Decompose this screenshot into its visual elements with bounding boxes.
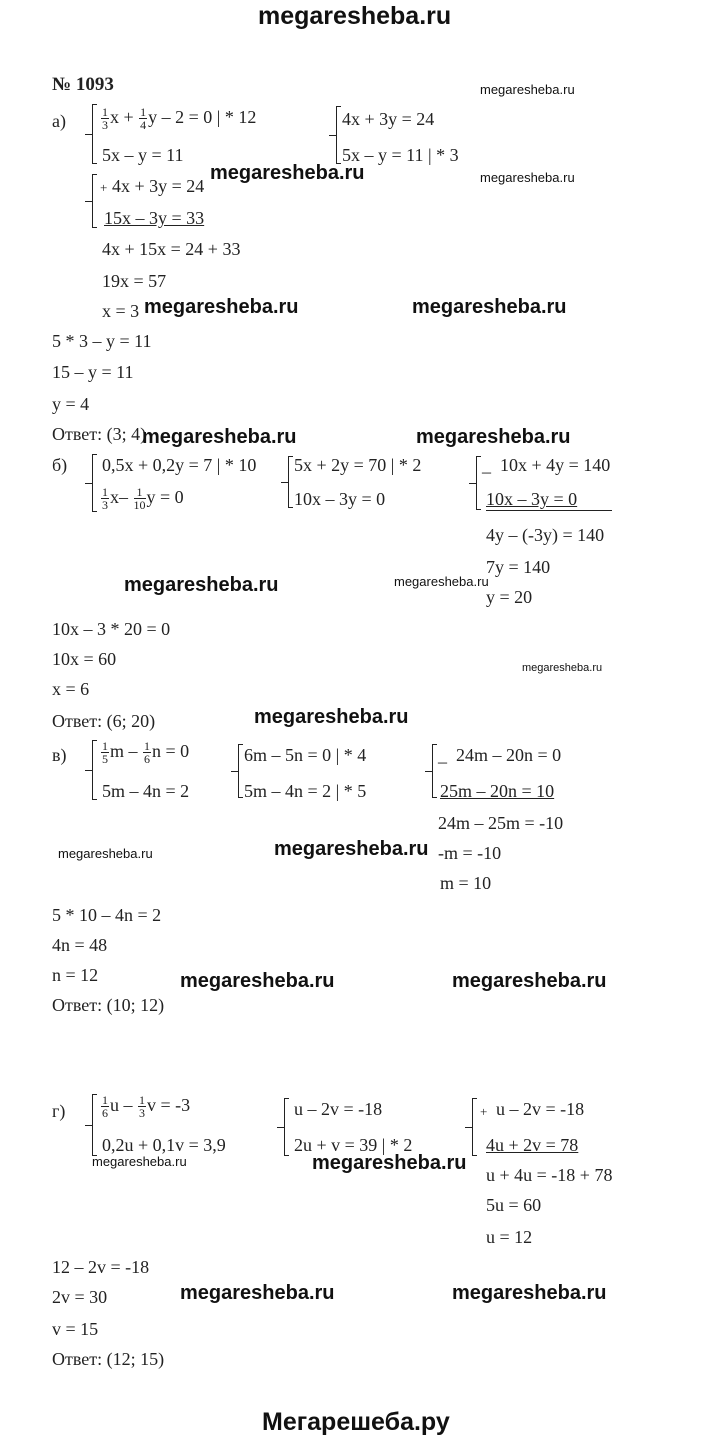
part-b-sys3-eq2: 10x – 3y = 0 xyxy=(486,489,578,509)
fraction: $\frac{1}{5}$ xyxy=(102,739,108,767)
part-v-step-5: 4n = 48 xyxy=(52,935,108,955)
part-v-sys1-eq1: $\frac{1}{5}$ m – $\frac{1}{6}$ n = 0 xyxy=(102,739,190,767)
watermark: megaresheba.ru xyxy=(394,574,489,589)
part-a-brace-1 xyxy=(92,104,93,164)
part-b-step-3: y = 20 xyxy=(486,587,533,607)
part-a-sys2-eq1: 4x + 3y = 24 xyxy=(342,109,435,129)
part-g-answer: Ответ: (12; 15) xyxy=(52,1349,165,1369)
part-g-sys1-eq2: 0,2u + 0,1v = 3,9 xyxy=(102,1135,226,1155)
part-v-sys3-eq1: 24m – 20n = 0 xyxy=(456,745,562,765)
fraction: $\frac{1}{3}$ xyxy=(102,105,108,133)
part-g-step-3: u = 12 xyxy=(486,1227,533,1247)
part-a-sys3-eq1: 4x + 3y = 24 xyxy=(112,176,205,196)
watermark: megaresheba.ru xyxy=(312,1152,467,1174)
part-g-sys3-eq2: 4u + 2v = 78 xyxy=(486,1135,579,1155)
watermark: megaresheba.ru xyxy=(254,706,409,728)
watermark: megaresheba.ru xyxy=(58,846,153,861)
part-a-step-2: 19x = 57 xyxy=(102,271,167,291)
watermark: megaresheba.ru xyxy=(480,170,575,185)
watermark: megaresheba.ru xyxy=(412,296,567,318)
part-a-brace-2 xyxy=(336,106,337,164)
part-a-step-6: y = 4 xyxy=(52,394,90,414)
part-b-sys1-eq1: 0,5x + 0,2y = 7 | * 10 xyxy=(102,455,257,475)
part-g-step-5: 2v = 30 xyxy=(52,1287,108,1307)
part-v-brace-3 xyxy=(432,744,433,798)
part-v-label: в) xyxy=(52,745,67,765)
part-b-label: б) xyxy=(52,455,68,475)
part-a-step-1: 4x + 15x = 24 + 33 xyxy=(102,239,241,259)
footer-site-name: Мегарешеба.ру xyxy=(262,1408,450,1436)
part-g-step-2: 5u = 60 xyxy=(486,1195,542,1215)
part-b-sys2-eq1: 5x + 2y = 70 | * 2 xyxy=(294,455,422,475)
part-b-underline xyxy=(486,510,612,511)
part-g-step-6: v = 15 xyxy=(52,1319,99,1339)
watermark: megaresheba.ru xyxy=(124,574,279,596)
part-a-step-4: 5 * 3 – y = 11 xyxy=(52,331,152,351)
watermark: megaresheba.ru xyxy=(210,162,365,184)
part-g-sys2-eq1: u – 2v = -18 xyxy=(294,1099,383,1119)
part-v-step-2: -m = -10 xyxy=(438,843,502,863)
fraction: $\frac{1}{3}$ xyxy=(139,1093,145,1121)
part-a-sys3-eq2: 15x – 3y = 33 xyxy=(104,208,205,228)
fraction: $\frac{1}{4}$ xyxy=(140,105,147,133)
part-v-step-1: 24m – 25m = -10 xyxy=(438,813,564,833)
part-b-sys2-eq2: 10x – 3y = 0 xyxy=(294,489,386,509)
part-b-brace-3 xyxy=(476,456,477,510)
part-b-answer: Ответ: (6; 20) xyxy=(52,711,156,731)
header-site-name: megaresheba.ru xyxy=(258,2,452,30)
part-v-step-6: n = 12 xyxy=(52,965,99,985)
part-b-step-5: 10x = 60 xyxy=(52,649,117,669)
part-a-step-3: x = 3 xyxy=(102,301,140,321)
part-b-step-6: x = 6 xyxy=(52,679,90,699)
part-v-step-3: m = 10 xyxy=(440,873,492,893)
watermark: megaresheba.ru xyxy=(274,838,429,860)
part-a-step-5: 15 – y = 11 xyxy=(52,362,134,382)
watermark: megaresheba.ru xyxy=(416,426,571,448)
watermark: megaresheba.ru xyxy=(142,426,297,448)
part-a-sys2-eq2: 5x – y = 11 | * 3 xyxy=(342,145,459,165)
watermark: megaresheba.ru xyxy=(144,296,299,318)
part-v-sys3-eq2: 25m – 20n = 10 xyxy=(440,781,555,801)
fraction: $\frac{1}{6}$ xyxy=(102,1093,108,1121)
part-a-label: а) xyxy=(52,111,66,131)
watermark: megaresheba.ru xyxy=(180,970,335,992)
part-g-sys2-eq2: 2u + v = 39 | * 2 xyxy=(294,1135,413,1155)
part-g-label: г) xyxy=(52,1101,66,1121)
part-v-sys2-eq1: 6m – 5n = 0 | * 4 xyxy=(244,745,367,765)
part-g-operator: + xyxy=(480,1104,488,1119)
fraction: $\frac{1}{10}$ xyxy=(133,485,146,513)
part-v-brace-1 xyxy=(92,740,93,800)
part-g-sys1-eq1: $\frac{1}{6}$ u – $\frac{1}{3}$ v = -3 xyxy=(102,1093,191,1121)
part-v-answer: Ответ: (10; 12) xyxy=(52,995,165,1015)
part-a-sys1-eq1: $\frac{1}{3}$ x + $\frac{1}{4}$ y – 2 = 0 | * 12 xyxy=(102,105,257,133)
watermark: megaresheba.ru xyxy=(452,1282,607,1304)
part-b-operator: _ xyxy=(482,455,491,475)
part-g-step-1: u + 4u = -18 + 78 xyxy=(486,1165,613,1185)
part-g-step-4: 12 – 2v = -18 xyxy=(52,1257,150,1277)
part-b-brace-2 xyxy=(288,456,289,508)
watermark: megaresheba.ru xyxy=(452,970,607,992)
part-b-step-4: 10x – 3 * 20 = 0 xyxy=(52,619,171,639)
part-b-sys1-eq2: $\frac{1}{3}$ x– $\frac{1}{10}$ y = 0 xyxy=(102,485,184,513)
fraction: $\frac{1}{6}$ xyxy=(144,739,151,767)
part-v-operator: _ xyxy=(438,745,447,765)
fraction: $\frac{1}{3}$ xyxy=(102,485,108,513)
part-a-answer: Ответ: (3; 4) xyxy=(52,424,147,444)
part-a-sys1-eq2: 5x – y = 11 xyxy=(102,145,184,165)
part-b-brace-1 xyxy=(92,454,93,512)
part-v-brace-2 xyxy=(238,744,239,798)
part-g-brace-2 xyxy=(284,1098,285,1156)
part-b-step-1: 4y – (-3y) = 140 xyxy=(486,525,605,545)
part-b-step-2: 7y = 140 xyxy=(486,557,551,577)
part-g-sys3-eq1: u – 2v = -18 xyxy=(496,1099,585,1119)
part-v-sys1-eq2: 5m – 4n = 2 xyxy=(102,781,190,801)
part-v-sys2-eq2: 5m – 4n = 2 | * 5 xyxy=(244,781,367,801)
part-a-brace-3 xyxy=(92,174,93,228)
problem-number: № 1093 xyxy=(52,74,114,95)
part-b-sys3-eq1: 10x + 4y = 140 xyxy=(500,455,611,475)
part-g-brace-3 xyxy=(472,1098,473,1156)
part-g-brace-1 xyxy=(92,1094,93,1156)
watermark: megaresheba.ru xyxy=(480,82,575,97)
watermark: megaresheba.ru xyxy=(92,1154,187,1169)
part-a-operator: + xyxy=(100,180,108,195)
watermark: megaresheba.ru xyxy=(180,1282,335,1304)
part-v-step-4: 5 * 10 – 4n = 2 xyxy=(52,905,162,925)
watermark: megaresheba.ru xyxy=(522,662,603,674)
